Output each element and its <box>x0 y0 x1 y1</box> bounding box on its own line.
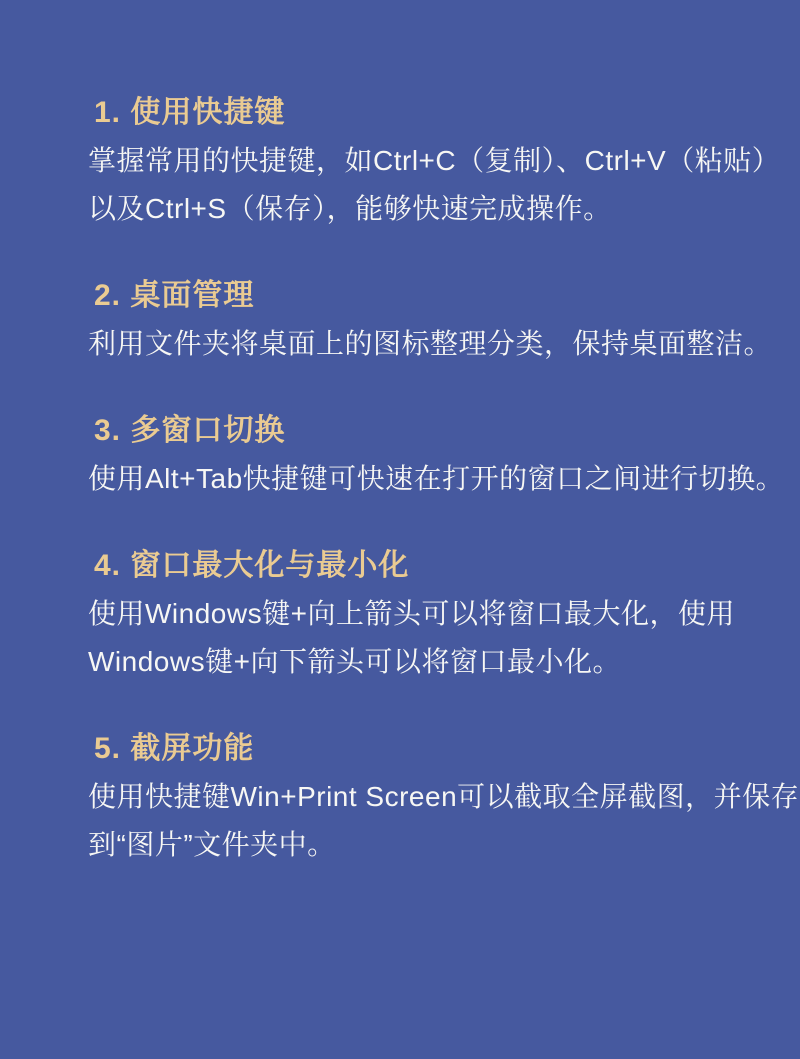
tip-body-line: 使用Alt+Tab快捷键可快速在打开的窗口之间进行切换。 <box>88 463 785 494</box>
tip-body <box>88 137 781 233</box>
tip-heading: 4. 窗口最大化与最小化 <box>94 549 410 582</box>
tip-body-line: 掌握常用的快捷键，如Ctrl+C（复制）、Ctrl+V（粘贴） <box>88 145 781 176</box>
tip-body-line: 使用Windows键+向上箭头可以将窗口最大化，使用 <box>88 598 735 629</box>
tip-body <box>88 773 800 869</box>
tip-heading: 5. 截屏功能 <box>94 732 255 765</box>
tip-body-line: 以及Ctrl+S（保存），能够快速完成操作。 <box>88 193 612 224</box>
tip-heading: 3. 多窗口切换 <box>94 414 286 447</box>
tip-section <box>88 96 781 233</box>
tip-section <box>88 732 800 869</box>
tips-list <box>88 96 800 869</box>
tip-body <box>88 590 735 686</box>
tip-body-line: 到“图片”文件夹中。 <box>88 829 336 860</box>
tip-heading: 2. 桌面管理 <box>94 279 255 312</box>
tip-section <box>88 549 735 686</box>
tip-body-line: Windows键+向下箭头可以将窗口最小化。 <box>88 646 621 677</box>
tip-body <box>88 455 785 503</box>
tip-body <box>88 320 773 368</box>
tip-body-line: 利用文件夹将桌面上的图标整理分类，保持桌面整洁。 <box>88 328 773 359</box>
tip-section <box>88 279 773 368</box>
tip-section <box>88 414 785 503</box>
tip-heading: 1. 使用快捷键 <box>94 96 286 129</box>
tip-body-line: 使用快捷键Win+Print Screen可以截取全屏截图，并保存 <box>88 781 800 812</box>
